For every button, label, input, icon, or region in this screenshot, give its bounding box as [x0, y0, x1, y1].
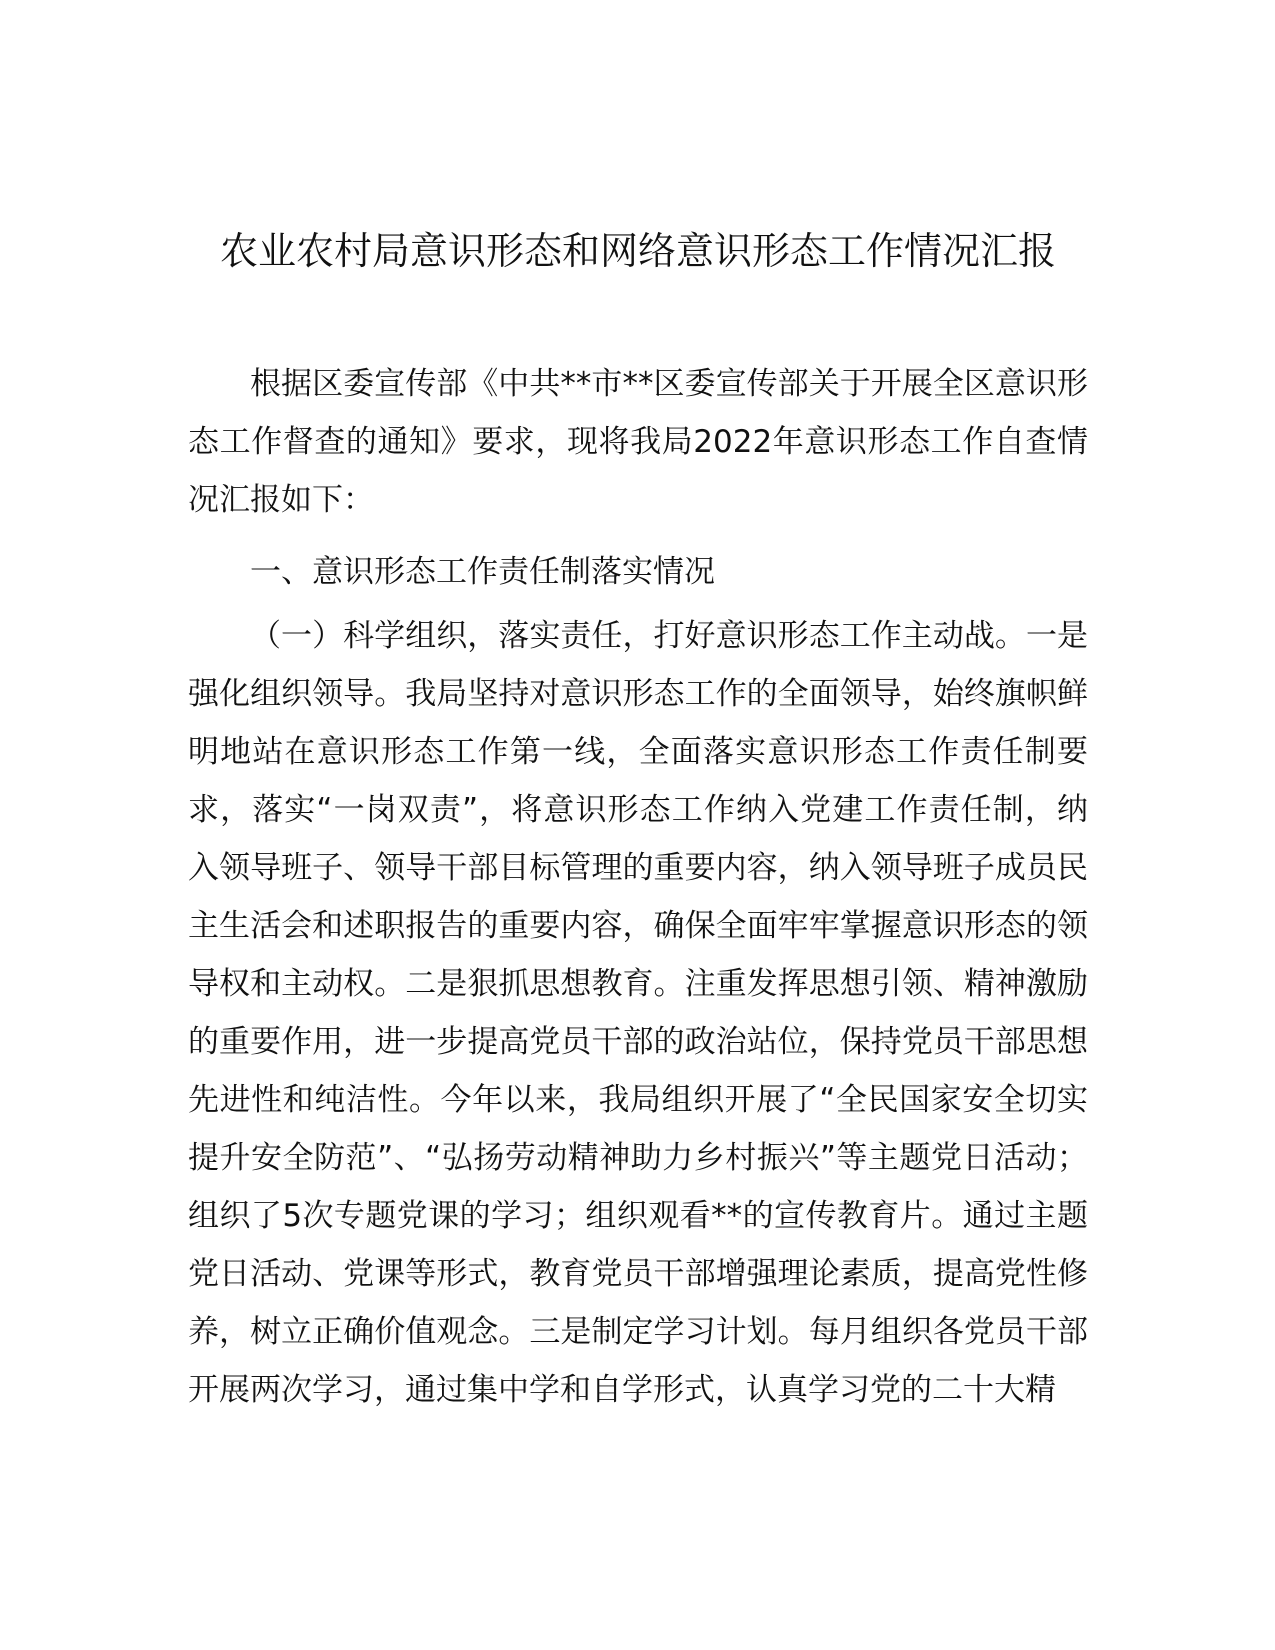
document-title: 农业农村局意识形态和网络意识形态工作情况汇报 — [219, 229, 1056, 273]
document-body — [188, 355, 1088, 1433]
section-1-body-paragraph: （一）科学组织，落实责任，打好意识形态工作主动战。一是强化组织领导。我局坚持对意识形态工作的全面领导，始终旗帜鲜明地站在意识形态工作第一线，全面落实意识形态工作责任制要求，落实“一岗双责”，将意识形态工作纳入党建工作责任制，纳入领导班子、领导干部目标管理的重要内容，纳入领导班子成员民主生活会和述职报告的重要内容，确保全面牢牢掌握意识形态的领导权和主动权。二是狠抓思想教育。注重发挥思想引领、精神激励的重要作用，进一步提高党员干部的政治站位，保持党员干部思想先进性和纯洁性。今年以来，我局组织开展了“全民国家安全切实提升安全防范”、“弘扬劳动精神助力乡村振兴”等主题党日活动；组织了5次专题党课的学习；组织观看**的宣传教育片。通过主题党日活动、党课等形式，教育党员干部增强理论素质，提高党性修养，树立正确价值观念。三是制定学习计划。每月组织各党员干部开展两次学习，通过集中学和自学形式，认真学习党的二十大精 — [188, 618, 1088, 1408]
intro-paragraph: 根据区委宣传部《中共**市**区委宣传部关于开展全区意识形态工作督查的通知》要求，现将我局2022年意识形态工作自查情况汇报如下： — [188, 366, 1088, 518]
document-page — [188, 0, 1088, 1650]
section-1-heading: 一、意识形态工作责任制落实情况 — [250, 554, 715, 590]
